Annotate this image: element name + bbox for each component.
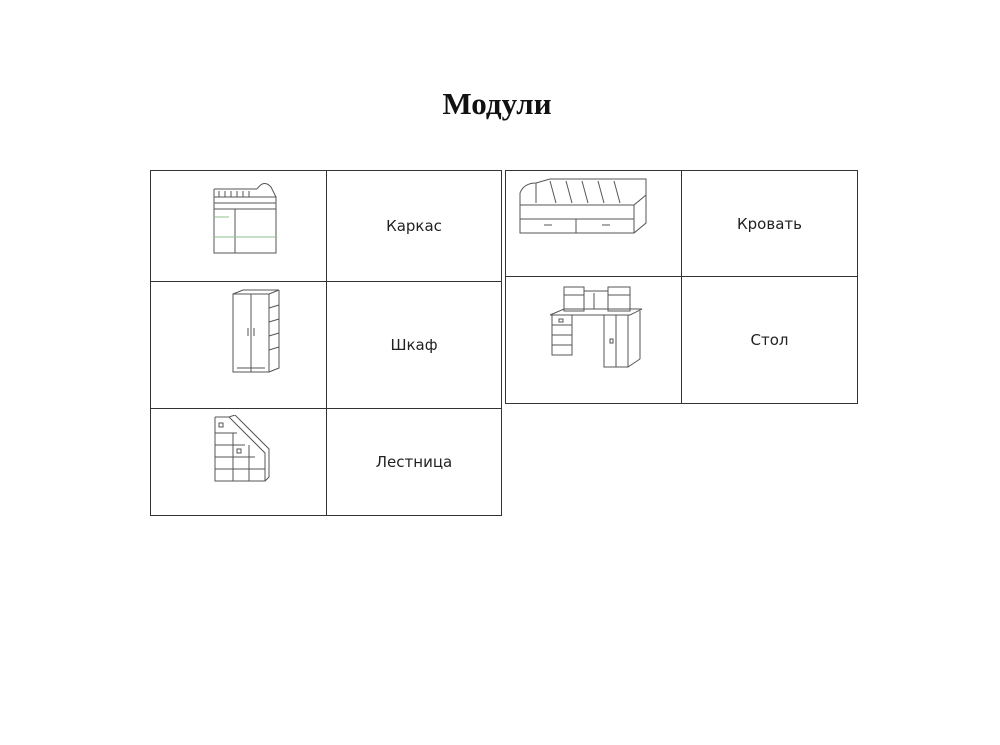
module-image-cell <box>506 277 682 404</box>
wardrobe-icon <box>229 288 284 376</box>
module-row-desk <box>506 277 858 404</box>
module-image-cell <box>506 171 682 277</box>
desk-icon <box>546 283 646 373</box>
module-image-cell <box>151 171 327 282</box>
module-label-desk: Стол <box>682 277 858 404</box>
stair-ladder-icon <box>209 415 274 485</box>
page-title: Модули <box>442 86 552 121</box>
module-label-wardrobe: Шкаф <box>327 282 502 409</box>
module-label-ladder: Лестница <box>327 409 502 516</box>
module-row-bed <box>506 171 858 277</box>
module-label-frame: Каркас <box>327 171 502 282</box>
modules-table-left <box>150 170 502 516</box>
module-row-ladder <box>151 409 502 516</box>
module-image-cell <box>151 409 327 516</box>
modules-table-right <box>505 170 858 404</box>
bed-icon <box>516 175 651 241</box>
module-image-cell <box>151 282 327 409</box>
loft-bed-frame-icon <box>209 177 284 257</box>
module-row-wardrobe <box>151 282 502 409</box>
module-row-frame <box>151 171 502 282</box>
module-label-bed: Кровать <box>682 171 858 277</box>
